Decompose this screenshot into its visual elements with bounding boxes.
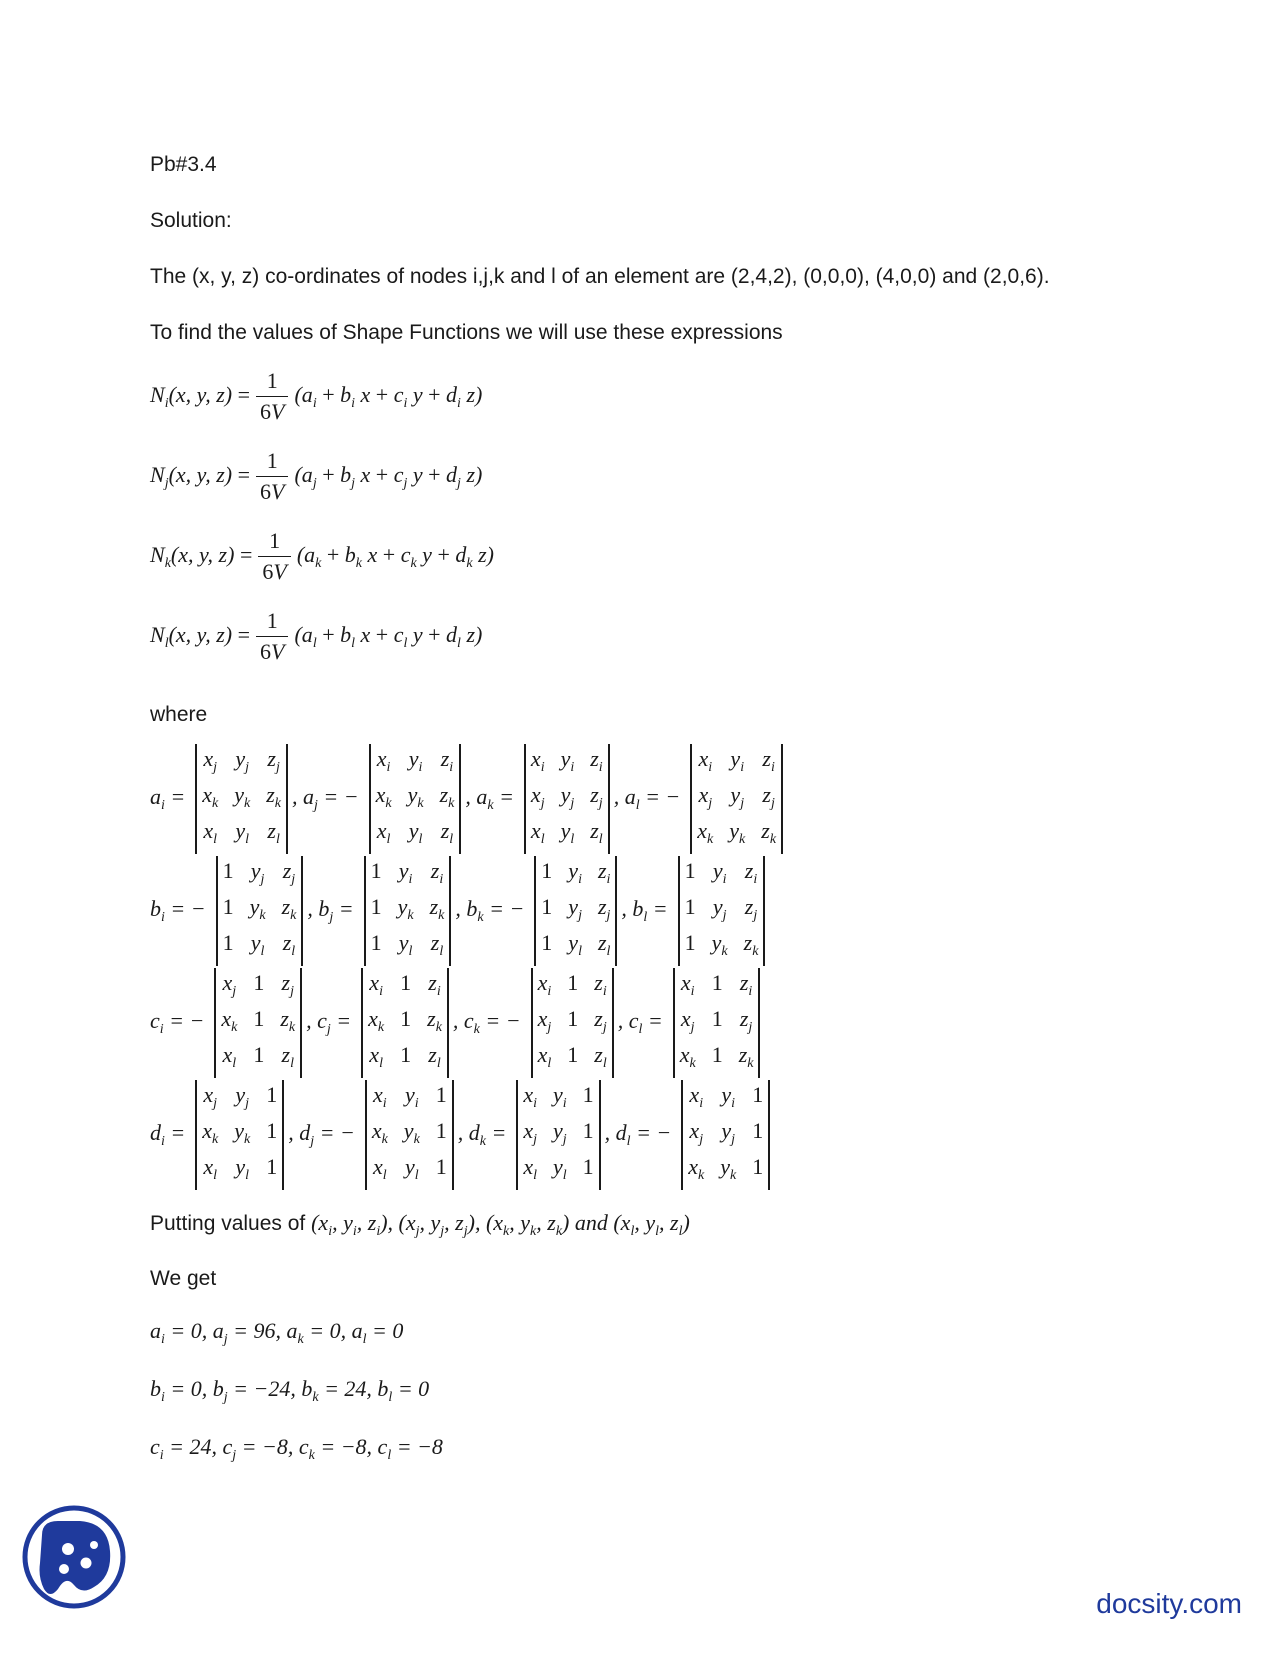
- determinant-label: , $a_l$ = −: [613, 784, 681, 813]
- matrix-cell: $x_l$: [203, 1154, 218, 1183]
- matrix-cell: $y_i$: [404, 1082, 419, 1111]
- matrix-cell: $z_k$: [280, 1006, 296, 1035]
- matrix-cell: $x_j$: [203, 746, 218, 775]
- matrix-cell: 1: [711, 1042, 723, 1067]
- intro-text: The (x, y, z) co-ordinates of nodes i,j,k and l of an element are (2,4,2), (0,0,0), (4,0,0) and (2,0,6).: [150, 265, 1050, 288]
- determinant-matrix: [195, 1080, 284, 1190]
- matrix-cell: $y_k$: [403, 1118, 420, 1147]
- determinant-matrix: [369, 744, 462, 854]
- matrix-cell: $z_k$: [427, 1006, 442, 1035]
- matrix-cell: 1: [253, 970, 265, 995]
- determinant-row-2: [150, 856, 769, 966]
- matrix-cell: 1: [711, 1006, 723, 1031]
- matrix-cell: $y_j$: [235, 746, 250, 775]
- shape-function-k: [150, 528, 494, 585]
- matrix-cell: $x_l$: [376, 818, 391, 847]
- matrix-cell: $y_i$: [568, 858, 582, 887]
- matrix-cell: $y_k$: [397, 894, 414, 923]
- matrix-cell: $z_l$: [428, 1042, 441, 1071]
- matrix-cell: $z_l$: [594, 1042, 607, 1071]
- matrix-cell: $x_j$: [222, 970, 237, 999]
- sf-lhs: $N_k(x$, y, z) =: [150, 541, 253, 571]
- sf-rhs: ($a_k + b_k$ $x + c_k$ $y + d_k$ z): [296, 541, 494, 571]
- matrix-cell: $z_i$: [762, 746, 775, 775]
- determinant-matrix: [361, 968, 449, 1078]
- determinant-label: , $a_j$ = −: [292, 784, 359, 813]
- matrix-cell: $x_k$: [375, 782, 392, 811]
- determinant-matrix: [364, 856, 452, 966]
- matrix-cell: $y_l$: [398, 930, 413, 959]
- matrix-cell: $x_j$: [689, 1118, 704, 1147]
- matrix-cell: 1: [582, 1154, 594, 1179]
- matrix-cell: $z_j$: [282, 858, 296, 887]
- matrix-cell: $y_j$: [712, 894, 727, 923]
- matrix-cell: $y_l$: [235, 818, 250, 847]
- matrix-cell: $x_j$: [523, 1118, 538, 1147]
- determinant-matrix: [216, 856, 304, 966]
- matrix-cell: 1: [400, 1042, 412, 1067]
- matrix-cell: 1: [370, 930, 382, 955]
- matrix-cell: $y_i$: [398, 858, 413, 887]
- matrix-cell: $z_l$: [282, 930, 296, 959]
- sf-fraction: $\frac{1}{6V}$: [258, 528, 290, 585]
- matrix-cell: $x_i$: [537, 970, 552, 999]
- sf-lhs: $N_i(x$, y, z) =: [150, 381, 251, 411]
- matrix-cell: $y_l$: [408, 818, 423, 847]
- determinant-label: , $c_l$ =: [617, 1008, 663, 1037]
- result-line: $b_i = 0$, $b_j = -24$, $b_k = 24$, $b_l = 0$: [150, 1376, 430, 1405]
- matrix-cell: 1: [567, 970, 579, 995]
- result-line: $c_i = 24$, $c_j = -8$, $c_k = -8$, $c_l = -8$: [150, 1434, 443, 1463]
- determinant-label: , $d_l$ = −: [604, 1120, 672, 1149]
- matrix-cell: $x_l$: [537, 1042, 552, 1071]
- matrix-cell: $z_j$: [762, 782, 775, 811]
- matrix-cell: $y_l$: [560, 818, 575, 847]
- matrix-cell: $x_k$: [679, 1042, 696, 1071]
- determinant-matrix: [214, 968, 302, 1078]
- matrix-cell: $z_k$: [281, 894, 297, 923]
- matrix-cell: $y_l$: [250, 930, 265, 959]
- sf-fraction: $\frac{1}{6V}$: [256, 448, 288, 505]
- determinant-matrix: [524, 744, 610, 854]
- matrix-cell: 1: [266, 1118, 278, 1143]
- where-label: where: [150, 703, 208, 726]
- matrix-cell: $x_l$: [523, 1154, 538, 1183]
- matrix-cell: 1: [711, 970, 723, 995]
- determinant-matrix: [681, 1080, 770, 1190]
- matrix-cell: $z_l$: [590, 818, 603, 847]
- determinant-matrix: [516, 1080, 600, 1190]
- matrix-cell: 1: [370, 858, 382, 883]
- matrix-cell: $z_l$: [281, 1042, 294, 1071]
- matrix-cell: $z_i$: [597, 858, 611, 887]
- determinant-label: , $c_k$ = −: [452, 1008, 521, 1037]
- solution-label: Solution:: [150, 209, 232, 232]
- matrix-cell: $x_l$: [530, 818, 545, 847]
- matrix-cell: 1: [222, 930, 234, 955]
- matrix-cell: $x_k$: [371, 1118, 388, 1147]
- matrix-cell: 1: [684, 894, 696, 919]
- matrix-cell: $z_i$: [594, 970, 607, 999]
- determinant-label: , $b_j$ =: [307, 896, 354, 925]
- matrix-cell: $z_k$: [429, 894, 445, 923]
- matrix-cell: 1: [541, 858, 553, 883]
- result-line: $a_i = 0$, $a_j = 96$, $a_k = 0$, $a_l = 0$: [150, 1318, 404, 1347]
- sf-fraction: $\frac{1}{6V}$: [256, 608, 288, 665]
- matrix-cell: $y_i$: [560, 746, 575, 775]
- determinant-label: , $d_j$ = −: [288, 1120, 355, 1149]
- matrix-cell: $y_j$: [235, 1082, 250, 1111]
- matrix-cell: $y_l$: [404, 1154, 419, 1183]
- matrix-cell: $y_l$: [553, 1154, 567, 1183]
- find-text: To find the values of Shape Functions we will use these expressions: [150, 321, 783, 344]
- shape-function-l: [150, 608, 482, 665]
- determinant-label: , $b_l$ =: [621, 896, 668, 925]
- matrix-cell: 1: [582, 1082, 594, 1107]
- matrix-cell: $z_k$: [266, 782, 281, 811]
- matrix-cell: $x_j$: [680, 1006, 695, 1035]
- putting-text: Putting values of: [150, 1212, 306, 1235]
- determinant-matrix: [365, 1080, 454, 1190]
- matrix-cell: $z_i$: [440, 746, 454, 775]
- matrix-cell: $z_l$: [267, 818, 280, 847]
- matrix-cell: $x_i$: [689, 1082, 704, 1111]
- putting-values-line: [150, 1210, 690, 1245]
- matrix-cell: $z_i$: [430, 858, 444, 887]
- matrix-cell: $x_j$: [698, 782, 713, 811]
- matrix-cell: $y_k$: [407, 782, 424, 811]
- matrix-cell: $x_k$: [368, 1006, 385, 1035]
- matrix-cell: $x_k$: [202, 782, 219, 811]
- matrix-cell: 1: [752, 1118, 764, 1143]
- matrix-cell: $z_j$: [590, 782, 603, 811]
- matrix-cell: 1: [752, 1082, 764, 1107]
- matrix-cell: $x_l$: [369, 1042, 383, 1071]
- problem-heading: Pb#3.4: [150, 153, 217, 176]
- matrix-cell: $x_i$: [376, 746, 391, 775]
- matrix-cell: 1: [400, 970, 412, 995]
- matrix-cell: 1: [435, 1154, 447, 1179]
- matrix-cell: $x_i$: [369, 970, 383, 999]
- matrix-cell: $x_k$: [221, 1006, 238, 1035]
- matrix-cell: $y_j$: [553, 1118, 567, 1147]
- matrix-cell: 1: [541, 930, 553, 955]
- matrix-cell: $z_k$: [439, 782, 455, 811]
- determinant-label: $b_i$ = −: [150, 896, 206, 925]
- sf-fraction: $\frac{1}{6V}$: [256, 368, 288, 425]
- determinant-matrix: [195, 744, 288, 854]
- matrix-cell: $x_k$: [697, 818, 714, 847]
- matrix-cell: $x_i$: [698, 746, 713, 775]
- matrix-cell: $y_j$: [730, 782, 745, 811]
- determinant-matrix: [678, 856, 766, 966]
- matrix-cell: $x_j$: [530, 782, 545, 811]
- matrix-cell: 1: [222, 858, 234, 883]
- matrix-cell: $z_j$: [744, 894, 758, 923]
- matrix-cell: $z_j$: [594, 1006, 607, 1035]
- matrix-cell: $x_i$: [680, 970, 695, 999]
- matrix-cell: $z_j$: [281, 970, 294, 999]
- determinant-row-4: [150, 1080, 774, 1190]
- sf-rhs: ($a_l + b_l$ $x + c_l$ $y + d_l$ z): [294, 621, 483, 651]
- matrix-cell: $z_i$: [739, 970, 753, 999]
- matrix-cell: $x_k$: [688, 1154, 705, 1183]
- matrix-cell: $y_i$: [553, 1082, 567, 1111]
- matrix-cell: $y_j$: [560, 782, 575, 811]
- determinant-row-3: [150, 968, 764, 1078]
- matrix-cell: $y_i$: [721, 1082, 736, 1111]
- matrix-cell: $x_l$: [203, 818, 218, 847]
- matrix-cell: $y_i$: [730, 746, 745, 775]
- matrix-cell: 1: [684, 930, 696, 955]
- matrix-cell: $y_l$: [568, 930, 582, 959]
- matrix-cell: $y_k$: [720, 1154, 737, 1183]
- shape-function-j: [150, 448, 482, 505]
- determinant-row-1: [150, 744, 787, 854]
- sf-lhs: $N_j(x$, y, z) =: [150, 461, 251, 491]
- matrix-cell: $y_j$: [568, 894, 582, 923]
- determinant-label: , $b_k$ = −: [455, 896, 525, 925]
- we-get-label: We get: [150, 1267, 217, 1290]
- matrix-cell: 1: [400, 1006, 412, 1031]
- matrix-cell: $x_l$: [222, 1042, 237, 1071]
- determinant-label: $a_i$ =: [150, 784, 186, 813]
- determinant-label: , $a_k$ =: [465, 784, 514, 813]
- matrix-cell: $y_j$: [250, 858, 265, 887]
- matrix-cell: 1: [266, 1154, 278, 1179]
- matrix-cell: 1: [253, 1006, 265, 1031]
- matrix-cell: $x_j$: [537, 1006, 552, 1035]
- sf-rhs: ($a_j + b_j$ $x + c_j$ $y + d_j$ z): [294, 461, 483, 491]
- matrix-cell: $z_j$: [267, 746, 280, 775]
- matrix-cell: 1: [370, 894, 382, 919]
- matrix-cell: $x_i$: [372, 1082, 387, 1111]
- matrix-cell: $z_l$: [440, 818, 454, 847]
- determinant-label: $c_i$ = −: [150, 1008, 205, 1037]
- determinant-label: , $d_k$ =: [457, 1120, 507, 1149]
- matrix-cell: $x_j$: [203, 1082, 218, 1111]
- matrix-cell: $y_k$: [234, 1118, 251, 1147]
- determinant-matrix: [673, 968, 761, 1078]
- matrix-cell: $y_k$: [711, 930, 728, 959]
- matrix-cell: $z_i$: [744, 858, 758, 887]
- matrix-cell: $y_k$: [729, 818, 746, 847]
- matrix-cell: 1: [582, 1118, 594, 1143]
- matrix-cell: 1: [752, 1154, 764, 1179]
- matrix-cell: $y_i$: [712, 858, 727, 887]
- determinant-matrix: [534, 856, 617, 966]
- matrix-cell: $z_k$: [743, 930, 759, 959]
- determinant-label: $d_i$ =: [150, 1120, 186, 1149]
- matrix-cell: $y_i$: [408, 746, 423, 775]
- determinant-label: , $c_j$ =: [306, 1008, 352, 1037]
- matrix-cell: $z_j$: [739, 1006, 753, 1035]
- matrix-cell: $z_j$: [597, 894, 611, 923]
- putting-math: ($x_i$, $y_i$, $z_i$), ($x_j$, $y_j$, $z_j$), ($x_k$, $y_k$, $z_k$) and ($x_l$, $y_l$, $z_l$): [311, 1210, 690, 1239]
- determinant-matrix: [690, 744, 783, 854]
- matrix-cell: $y_k$: [249, 894, 266, 923]
- sf-lhs: $N_l(x$, y, z) =: [150, 621, 251, 651]
- matrix-cell: 1: [435, 1118, 447, 1143]
- matrix-cell: $x_i$: [523, 1082, 538, 1111]
- docsity-brand: docsity.com: [1096, 1588, 1242, 1619]
- matrix-cell: $z_k$: [761, 818, 777, 847]
- matrix-cell: 1: [567, 1006, 579, 1031]
- shape-function-i: [150, 368, 482, 425]
- matrix-cell: 1: [253, 1042, 265, 1067]
- determinant-matrix: [531, 968, 614, 1078]
- matrix-cell: $x_l$: [372, 1154, 387, 1183]
- matrix-cell: $z_i$: [428, 970, 441, 999]
- matrix-cell: 1: [541, 894, 553, 919]
- matrix-cell: $z_k$: [738, 1042, 754, 1071]
- matrix-cell: 1: [266, 1082, 278, 1107]
- matrix-cell: $z_i$: [590, 746, 603, 775]
- matrix-cell: $y_j$: [721, 1118, 736, 1147]
- matrix-cell: $x_k$: [202, 1118, 219, 1147]
- matrix-cell: $y_k$: [234, 782, 251, 811]
- matrix-cell: 1: [222, 894, 234, 919]
- sf-rhs: ($a_i + b_i$ $x + c_i$ $y + d_i$ z): [294, 381, 483, 411]
- matrix-cell: $y_l$: [235, 1154, 250, 1183]
- matrix-cell: $x_i$: [530, 746, 545, 775]
- matrix-cell: $z_l$: [597, 930, 611, 959]
- matrix-cell: $z_l$: [430, 930, 444, 959]
- matrix-cell: 1: [435, 1082, 447, 1107]
- matrix-cell: 1: [567, 1042, 579, 1067]
- matrix-cell: 1: [684, 858, 696, 883]
- docsity-logo-icon: [22, 1505, 126, 1609]
